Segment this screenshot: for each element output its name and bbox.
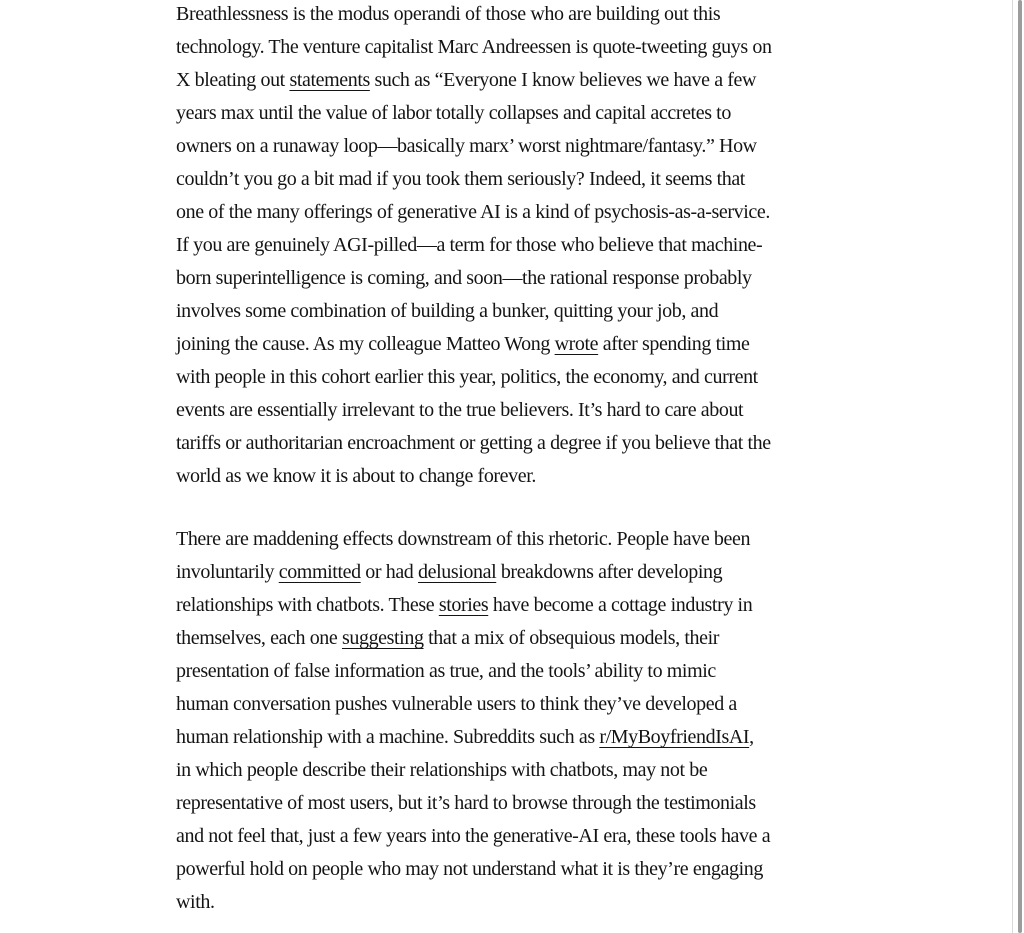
text-line <box>176 328 876 361</box>
text-line <box>176 196 876 229</box>
article <box>176 0 876 933</box>
text-line <box>176 31 876 64</box>
text-run: breakdowns after developing <box>496 561 723 583</box>
text-line <box>176 262 876 295</box>
text-run: presentation of false information as true, and the tools’ ability to mimic <box>176 660 716 682</box>
scrollbar-track[interactable] <box>1013 0 1024 933</box>
delusional-link[interactable]: delusional <box>418 561 497 583</box>
text-line <box>176 163 876 196</box>
text-line <box>176 0 876 31</box>
text-line <box>176 460 876 493</box>
text-line <box>176 754 876 787</box>
text-line <box>176 787 876 820</box>
text-line <box>176 295 876 328</box>
text-run: such as “Everyone I know believes we have a few <box>369 69 757 91</box>
text-run: powerful hold on people who may not understand what it is they’re engaging <box>176 858 763 880</box>
text-run: human relationship with a machine. Subreddits such as <box>176 726 600 748</box>
text-run: after spending time <box>598 333 750 355</box>
text-run: representative of most users, but it’s hard to browse through the testimonials <box>176 792 756 814</box>
text-run: years max until the value of labor totally collapses and capital accretes to <box>176 102 731 124</box>
text-line <box>176 361 876 394</box>
text-run: world as we know it is about to change forever. <box>176 465 536 487</box>
text-line <box>176 721 876 754</box>
text-run: involves some combination of building a bunker, quitting your job, and <box>176 300 719 322</box>
text-line <box>176 556 876 589</box>
text-line <box>176 130 876 163</box>
text-run: or had <box>360 561 419 583</box>
text-line <box>176 853 876 886</box>
scrollbar-thumb[interactable] <box>1018 0 1022 933</box>
text-run: that a mix of obsequious models, their <box>423 627 720 649</box>
text-run: with people in this cohort earlier this year, politics, the economy, and current <box>176 366 758 388</box>
text-line <box>176 886 876 919</box>
text-line <box>176 427 876 460</box>
paragraph <box>176 523 876 919</box>
text-line <box>176 97 876 130</box>
text-line <box>176 655 876 688</box>
text-line <box>176 523 876 556</box>
text-run: Breathlessness is the modus operandi of those who are building out this <box>176 3 721 25</box>
text-run: relationships with chatbots. These <box>176 594 439 616</box>
text-run: human conversation pushes vulnerable users to think they’ve developed a <box>176 693 737 715</box>
text-run: and not feel that, just a few years into the generative-AI era, these tools have a <box>176 825 771 847</box>
r-myboyfriendisai-link[interactable]: r/MyBoyfriendIsAI <box>599 726 750 748</box>
text-run: themselves, each one <box>176 627 342 649</box>
text-run: tariffs or authoritarian encroachment or getting a degree if you believe that the <box>176 432 771 454</box>
text-run: There are maddening effects downstream of this rhetoric. People have been <box>176 528 751 550</box>
text-run: owners on a runaway loop—basically marx’ worst nightmare/fantasy.” How <box>176 135 757 157</box>
paragraph <box>176 0 876 493</box>
text-line <box>176 64 876 97</box>
text-line <box>176 589 876 622</box>
text-run: technology. The venture capitalist Marc Andreessen is quote-tweeting guys on <box>176 36 772 58</box>
text-line <box>176 622 876 655</box>
suggesting-link[interactable]: suggesting <box>341 627 424 649</box>
text-run: involuntarily <box>176 561 279 583</box>
text-run: , <box>749 726 754 748</box>
text-run: one of the many offerings of generative AI is a kind of psychosis-as-a-service. <box>176 201 770 223</box>
wrote-link[interactable]: wrote <box>554 333 599 355</box>
text-run: If you are genuinely AGI-pilled—a term for those who believe that machine- <box>176 234 763 256</box>
committed-link[interactable]: committed <box>278 561 361 583</box>
text-run: in which people describe their relationships with chatbots, may not be <box>176 759 708 781</box>
text-run: X bleating out <box>176 69 290 91</box>
stories-link[interactable]: stories <box>438 594 489 616</box>
text-line <box>176 820 876 853</box>
text-run: with. <box>176 891 215 913</box>
text-run: joining the cause. As my colleague Matteo Wong <box>176 333 555 355</box>
text-line <box>176 688 876 721</box>
text-run: events are essentially irrelevant to the true believers. It’s hard to care about <box>176 399 744 421</box>
text-run: have become a cottage industry in <box>488 594 753 616</box>
statements-link[interactable]: statements <box>289 69 370 91</box>
text-line <box>176 229 876 262</box>
text-run: couldn’t you go a bit mad if you took them seriously? Indeed, it seems that <box>176 168 745 190</box>
text-run: born superintelligence is coming, and soon—the rational response probably <box>176 267 752 289</box>
text-line <box>176 394 876 427</box>
